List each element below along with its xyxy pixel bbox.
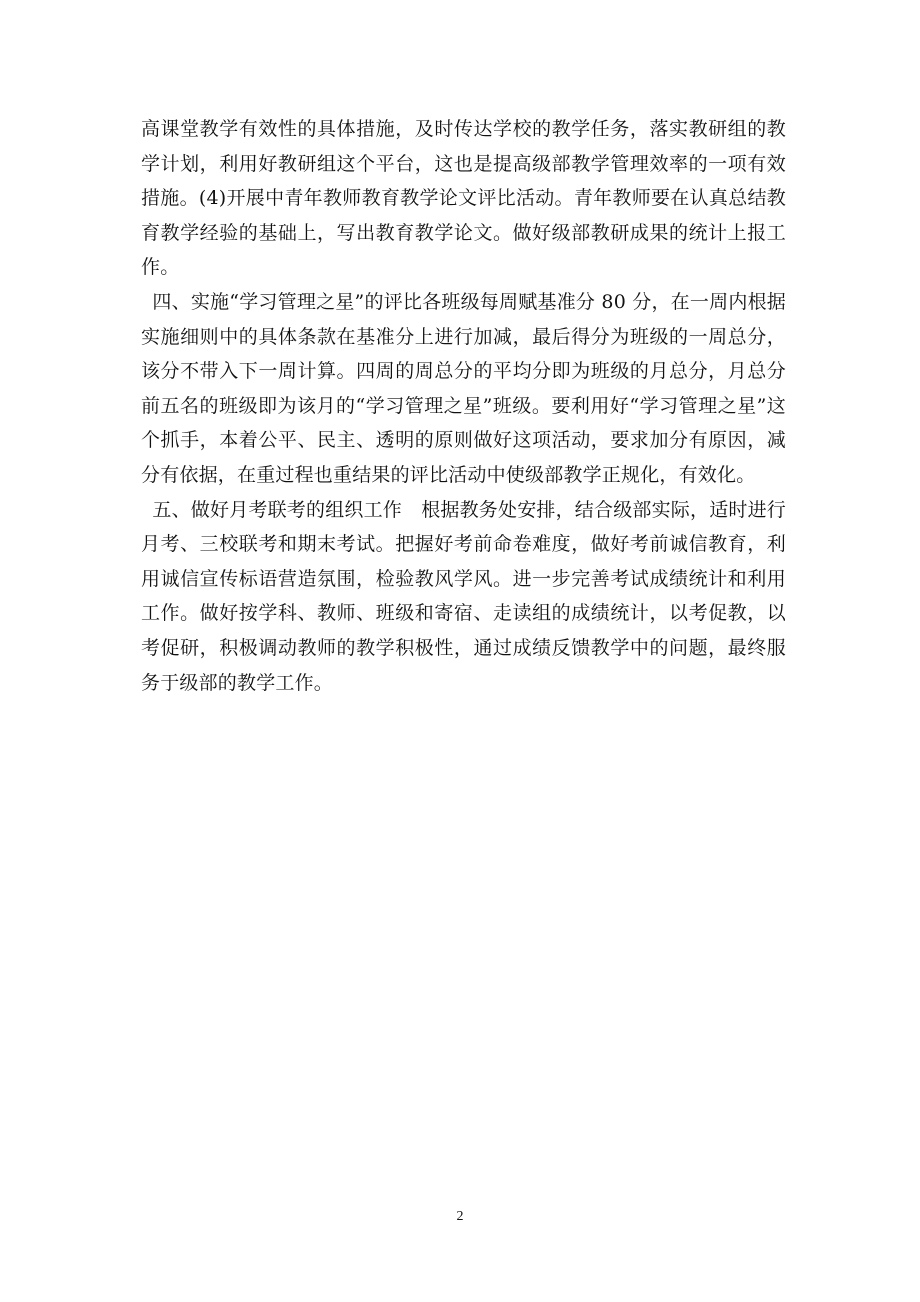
page-number: 2 <box>456 1209 464 1224</box>
paragraph-continued-measures: 高课堂教学有效性的具体措施，及时传达学校的教学任务，落实教研组的教学计划，利用好教研组这个平台，这也是提高级部教学管理效率的一项有效措施。(4)开展中青年教师教育教学论文评比活动。青年教师要在认真总结教育教学经验的基础上，写出教育教学论文。做好级部教研成果的统计上报工作。 <box>141 118 786 279</box>
paragraph-section-four: 四、实施“学习管理之星”的评比各班级每周赋基准分 80 分，在一周内根据实施细则中的具体条款在基准分上进行加减，最后得分为班级的一周总分，该分不带入下一周计算。四周的周总分的平均分即为班级的月总分，月总分前五名的班级即为该月的“学习管理之星”班级。要利用好“学习管理之星”这个抓手，本着公平、民主、透明的原则做好这项活动，要求加分有原因，减分有依据，在重过程也重结果的评比活动中使级部教学正规化，有效化。 <box>141 290 786 486</box>
document-body <box>141 112 786 700</box>
paragraph-section-five: 五、做好月考联考的组织工作 根据教务处安排，结合级部实际，适时进行月考、三校联考和期末考试。把握好考前命卷难度，做好考前诚信教育，利用诚信宣传标语营造氛围，检验教风学风。进一步完善考试成绩统计和利用工作。做好按学科、教师、班级和寄宿、走读组的成绩统计，以考促教，以考促研，积极调动教师的教学积极性，通过成绩反馈教学中的问题，最终服务于级部的教学工作。 <box>141 498 786 694</box>
